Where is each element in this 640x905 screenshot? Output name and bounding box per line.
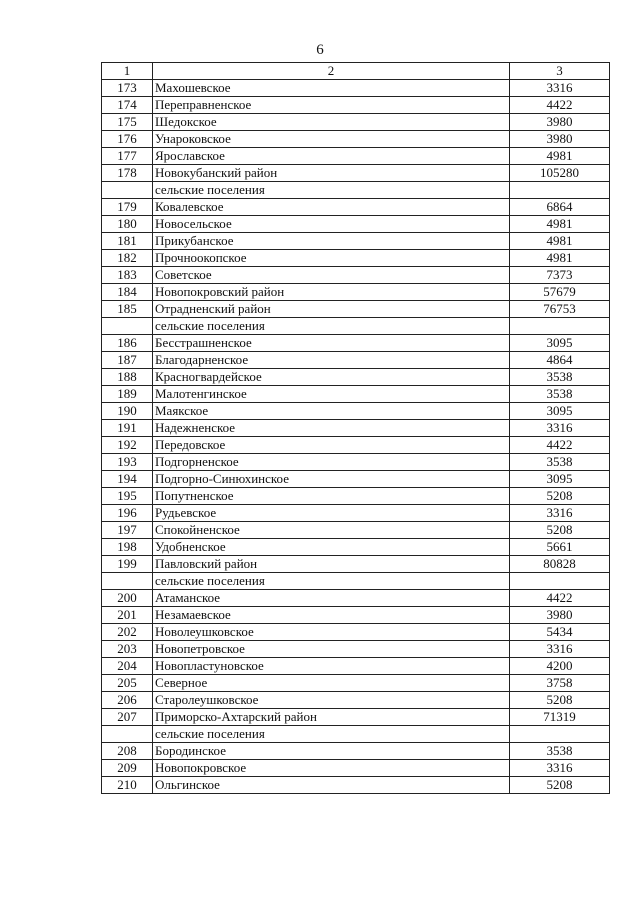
table-row [102, 267, 610, 284]
table-row [102, 318, 610, 335]
table-row [102, 641, 610, 658]
allocation-value: 3316 [510, 641, 610, 658]
allocation-value: 3095 [510, 335, 610, 352]
allocation-value: 4981 [510, 148, 610, 165]
row-number: 192 [102, 437, 153, 454]
allocation-value: 3980 [510, 607, 610, 624]
allocation-value: 80828 [510, 556, 610, 573]
row-number: 179 [102, 199, 153, 216]
row-number: 176 [102, 131, 153, 148]
table-row [102, 556, 610, 573]
column-number-3: 3 [510, 63, 610, 80]
allocation-value [510, 182, 610, 199]
settlement-name: Атаманское [153, 590, 510, 607]
table-row [102, 216, 610, 233]
table-row [102, 199, 610, 216]
settlement-name: Ольгинское [153, 777, 510, 794]
row-number: 202 [102, 624, 153, 641]
table-row [102, 522, 610, 539]
row-number: 191 [102, 420, 153, 437]
table-row [102, 539, 610, 556]
settlement-name: Удобненское [153, 539, 510, 556]
row-number: 204 [102, 658, 153, 675]
row-number: 197 [102, 522, 153, 539]
settlement-name: Северное [153, 675, 510, 692]
row-number: 207 [102, 709, 153, 726]
row-number: 187 [102, 352, 153, 369]
row-number [102, 182, 153, 199]
settlement-name: Новопокровский район [153, 284, 510, 301]
table-row [102, 675, 610, 692]
row-number: 181 [102, 233, 153, 250]
allocation-value: 4864 [510, 352, 610, 369]
table-row [102, 658, 610, 675]
row-number: 189 [102, 386, 153, 403]
table-row [102, 369, 610, 386]
row-number: 185 [102, 301, 153, 318]
allocation-value: 3316 [510, 80, 610, 97]
allocation-value: 5208 [510, 777, 610, 794]
allocation-value [510, 318, 610, 335]
allocation-value: 4981 [510, 250, 610, 267]
settlement-name: Ковалевское [153, 199, 510, 216]
settlement-name: Новопетровское [153, 641, 510, 658]
settlement-name: Передовское [153, 437, 510, 454]
table-row [102, 505, 610, 522]
table-row [102, 471, 610, 488]
table-row [102, 777, 610, 794]
table-row [102, 114, 610, 131]
allocation-value: 5208 [510, 522, 610, 539]
table-row [102, 97, 610, 114]
allocation-value: 5208 [510, 488, 610, 505]
settlement-name: Унароковское [153, 131, 510, 148]
settlement-name: Советское [153, 267, 510, 284]
allocation-value: 3538 [510, 743, 610, 760]
allocation-value: 4200 [510, 658, 610, 675]
allocation-value: 3538 [510, 454, 610, 471]
table-row [102, 335, 610, 352]
settlement-name: Надежненское [153, 420, 510, 437]
settlement-name: Прикубанское [153, 233, 510, 250]
row-number: 210 [102, 777, 153, 794]
table-body [102, 80, 610, 794]
allocation-table [101, 62, 610, 794]
table-row [102, 80, 610, 97]
row-number: 205 [102, 675, 153, 692]
allocation-value: 5434 [510, 624, 610, 641]
settlement-name: Маякское [153, 403, 510, 420]
allocation-value: 3316 [510, 505, 610, 522]
allocation-value: 57679 [510, 284, 610, 301]
settlement-name: Шедокское [153, 114, 510, 131]
row-number [102, 318, 153, 335]
column-number-2: 2 [153, 63, 510, 80]
row-number: 198 [102, 539, 153, 556]
table-row [102, 386, 610, 403]
row-number: 184 [102, 284, 153, 301]
settlement-name: Бородинское [153, 743, 510, 760]
settlement-name: Ярославское [153, 148, 510, 165]
settlement-name: Подгорненское [153, 454, 510, 471]
allocation-value: 6864 [510, 199, 610, 216]
table-row [102, 182, 610, 199]
table-row [102, 148, 610, 165]
table-row [102, 233, 610, 250]
table-row [102, 743, 610, 760]
allocation-value: 7373 [510, 267, 610, 284]
row-number: 186 [102, 335, 153, 352]
allocation-value: 4422 [510, 437, 610, 454]
allocation-value: 3980 [510, 131, 610, 148]
table-row [102, 131, 610, 148]
row-number: 178 [102, 165, 153, 182]
settlement-name: Прочноокопское [153, 250, 510, 267]
row-number: 203 [102, 641, 153, 658]
table-row [102, 352, 610, 369]
settlement-name: Рудьевское [153, 505, 510, 522]
row-number: 200 [102, 590, 153, 607]
allocation-value: 71319 [510, 709, 610, 726]
row-number: 182 [102, 250, 153, 267]
table-row [102, 437, 610, 454]
row-number: 180 [102, 216, 153, 233]
allocation-value: 4981 [510, 233, 610, 250]
settlement-name: Новопластуновское [153, 658, 510, 675]
allocation-value [510, 573, 610, 590]
row-number: 209 [102, 760, 153, 777]
settlement-name: Незамаевское [153, 607, 510, 624]
table-row [102, 607, 610, 624]
settlement-name: Попутненское [153, 488, 510, 505]
settlement-name: Переправненское [153, 97, 510, 114]
settlement-name: Махошевское [153, 80, 510, 97]
allocation-value: 4981 [510, 216, 610, 233]
table-row [102, 165, 610, 182]
row-number: 188 [102, 369, 153, 386]
row-number: 201 [102, 607, 153, 624]
table-row [102, 726, 610, 743]
row-number: 175 [102, 114, 153, 131]
row-number: 199 [102, 556, 153, 573]
allocation-value: 3758 [510, 675, 610, 692]
row-number: 194 [102, 471, 153, 488]
row-number: 206 [102, 692, 153, 709]
table-row [102, 573, 610, 590]
allocation-value: 5661 [510, 539, 610, 556]
row-number [102, 573, 153, 590]
settlement-name: Новосельское [153, 216, 510, 233]
settlement-name: Павловский район [153, 556, 510, 573]
table-row [102, 709, 610, 726]
settlement-name: Бесстрашненское [153, 335, 510, 352]
settlement-name: Благодарненское [153, 352, 510, 369]
settlement-name: Красногвардейское [153, 369, 510, 386]
row-number [102, 726, 153, 743]
table-row [102, 760, 610, 777]
allocation-value: 4422 [510, 97, 610, 114]
settlement-name: сельские поселения [153, 573, 510, 590]
column-number-row [102, 63, 610, 80]
allocation-value: 3095 [510, 403, 610, 420]
row-number: 190 [102, 403, 153, 420]
table-row [102, 624, 610, 641]
row-number: 195 [102, 488, 153, 505]
allocation-value: 3095 [510, 471, 610, 488]
table-row [102, 454, 610, 471]
row-number: 193 [102, 454, 153, 471]
row-number: 177 [102, 148, 153, 165]
row-number: 196 [102, 505, 153, 522]
table-row [102, 301, 610, 318]
row-number: 174 [102, 97, 153, 114]
settlement-name: Спокойненское [153, 522, 510, 539]
table-row [102, 488, 610, 505]
settlement-name: сельские поселения [153, 182, 510, 199]
settlement-name: Подгорно-Синюхинское [153, 471, 510, 488]
allocation-value: 4422 [510, 590, 610, 607]
column-number-1: 1 [102, 63, 153, 80]
row-number: 173 [102, 80, 153, 97]
settlement-name: Старолеушковское [153, 692, 510, 709]
table-row [102, 403, 610, 420]
settlement-name: Новопокровское [153, 760, 510, 777]
table-row [102, 250, 610, 267]
allocation-value: 3538 [510, 386, 610, 403]
allocation-value [510, 726, 610, 743]
allocation-value: 3316 [510, 760, 610, 777]
page-number: 6 [316, 42, 324, 58]
settlement-name: Новокубанский район [153, 165, 510, 182]
settlement-name: Малотенгинское [153, 386, 510, 403]
row-number: 183 [102, 267, 153, 284]
table-row [102, 590, 610, 607]
allocation-value: 3316 [510, 420, 610, 437]
table-row [102, 420, 610, 437]
settlement-name: сельские поселения [153, 726, 510, 743]
allocation-value: 3538 [510, 369, 610, 386]
settlement-name: Новолеушковское [153, 624, 510, 641]
settlement-name: Отрадненский район [153, 301, 510, 318]
row-number: 208 [102, 743, 153, 760]
settlement-name: Приморско-Ахтарский район [153, 709, 510, 726]
table-row [102, 692, 610, 709]
allocation-value: 3980 [510, 114, 610, 131]
settlement-name: сельские поселения [153, 318, 510, 335]
allocation-value: 105280 [510, 165, 610, 182]
allocation-value: 5208 [510, 692, 610, 709]
table-row [102, 284, 610, 301]
allocation-value: 76753 [510, 301, 610, 318]
